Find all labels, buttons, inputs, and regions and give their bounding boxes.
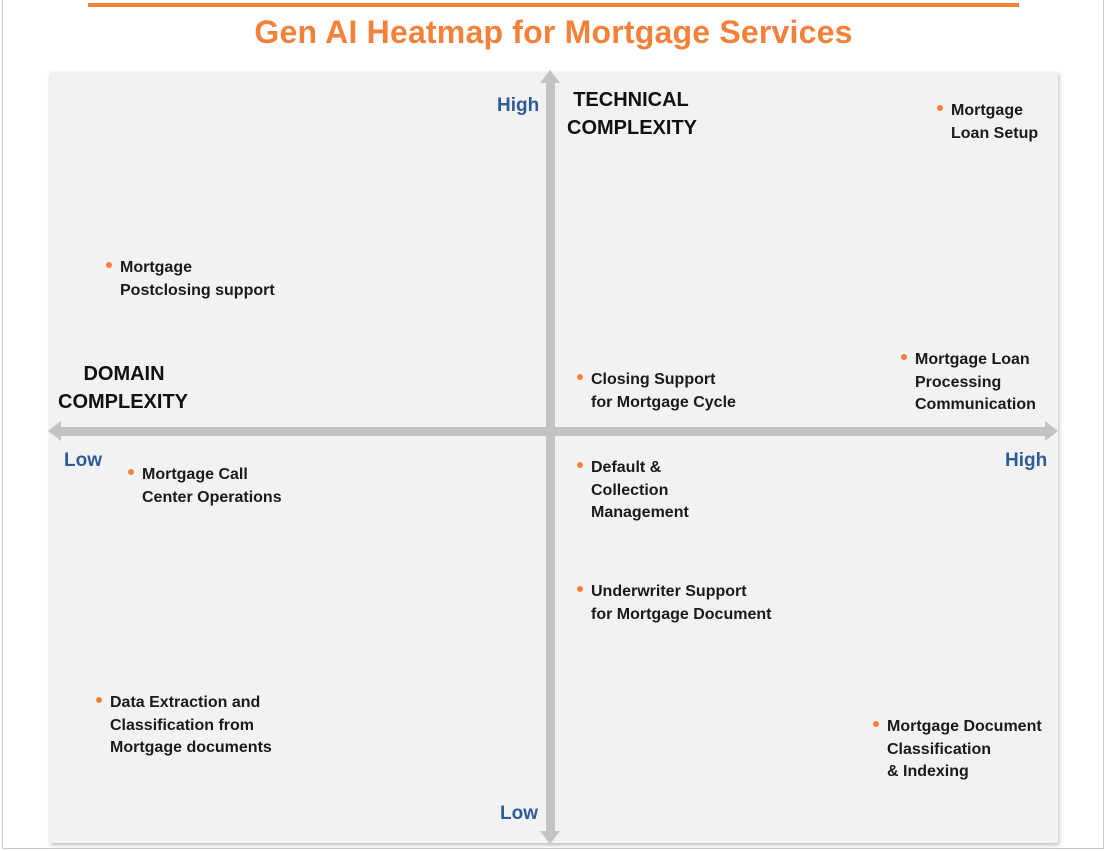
domain-complexity-title-line2: COMPLEXITY: [58, 391, 189, 413]
horizontal-axis-high-label: High: [1005, 450, 1048, 471]
bullet-icon: [901, 354, 907, 360]
item-line: Data Extraction and: [110, 694, 261, 711]
item-data-extraction: [110, 692, 272, 760]
bullet-icon: [577, 462, 583, 468]
bullet-icon: [577, 374, 583, 380]
item-line: Classification: [887, 740, 992, 758]
item-line: for Mortgage Cycle: [591, 393, 736, 411]
item-line: & Indexing: [887, 763, 969, 780]
item-line: Postclosing support: [120, 281, 275, 299]
item-line: for Mortgage Document: [591, 605, 772, 623]
bullet-icon: [577, 586, 583, 592]
axis-arrow-right-icon: [1045, 421, 1058, 441]
item-line: Closing Support: [591, 371, 716, 388]
vertical-axis-low-label: Low: [500, 803, 538, 824]
technical-complexity-axis: [546, 82, 555, 832]
item-line: Default &: [591, 459, 662, 476]
page-title: Gen AI Heatmap for Mortgage Services: [254, 14, 853, 50]
item-line: Loan Setup: [951, 124, 1039, 142]
bullet-icon: [873, 721, 879, 727]
title-rule: [88, 3, 1019, 7]
bullet-icon: [128, 469, 134, 475]
item-line: Center Operations: [142, 488, 282, 506]
item-line: Collection: [591, 481, 669, 499]
item-line: Communication: [915, 396, 1036, 413]
item-underwriter-support: [591, 581, 771, 626]
item-line: Mortgage: [951, 102, 1023, 119]
item-line: Management: [591, 504, 689, 521]
axis-arrow-down-icon: [540, 831, 560, 844]
item-line: Mortgage documents: [110, 739, 272, 756]
item-line: Mortgage Call: [142, 466, 248, 483]
technical-complexity-title-line2: COMPLEXITY: [567, 117, 698, 139]
item-mortgage-loan-setup: [951, 100, 1038, 145]
axis-arrow-up-icon: [540, 70, 560, 83]
item-mortgage-postclosing-support: [120, 257, 275, 302]
item-mortgage-loan-processing: [915, 349, 1036, 417]
item-line: Mortgage Document: [887, 718, 1042, 735]
item-line: Underwriter Support: [591, 583, 747, 600]
item-default-collection: [591, 457, 689, 525]
vertical-axis-high-label: High: [497, 95, 540, 116]
bullet-icon: [96, 697, 102, 703]
technical-complexity-title: [567, 86, 697, 142]
item-closing-support: [591, 369, 736, 414]
item-line: Mortgage: [120, 259, 192, 276]
technical-complexity-title-line1: TECHNICAL: [573, 89, 689, 111]
item-line: Mortgage Loan: [915, 351, 1030, 368]
domain-complexity-title: [58, 360, 190, 416]
item-mortgage-document-classification: [887, 716, 1042, 784]
horizontal-axis-low-label: Low: [64, 450, 102, 471]
item-line: Processing: [915, 373, 1002, 391]
domain-complexity-title-line1: DOMAIN: [83, 363, 165, 385]
bullet-icon: [937, 105, 943, 111]
bullet-icon: [106, 262, 112, 268]
item-line: Classification from: [110, 716, 255, 734]
axis-arrow-left-icon: [48, 421, 61, 441]
item-mortgage-call-center: [142, 464, 282, 509]
